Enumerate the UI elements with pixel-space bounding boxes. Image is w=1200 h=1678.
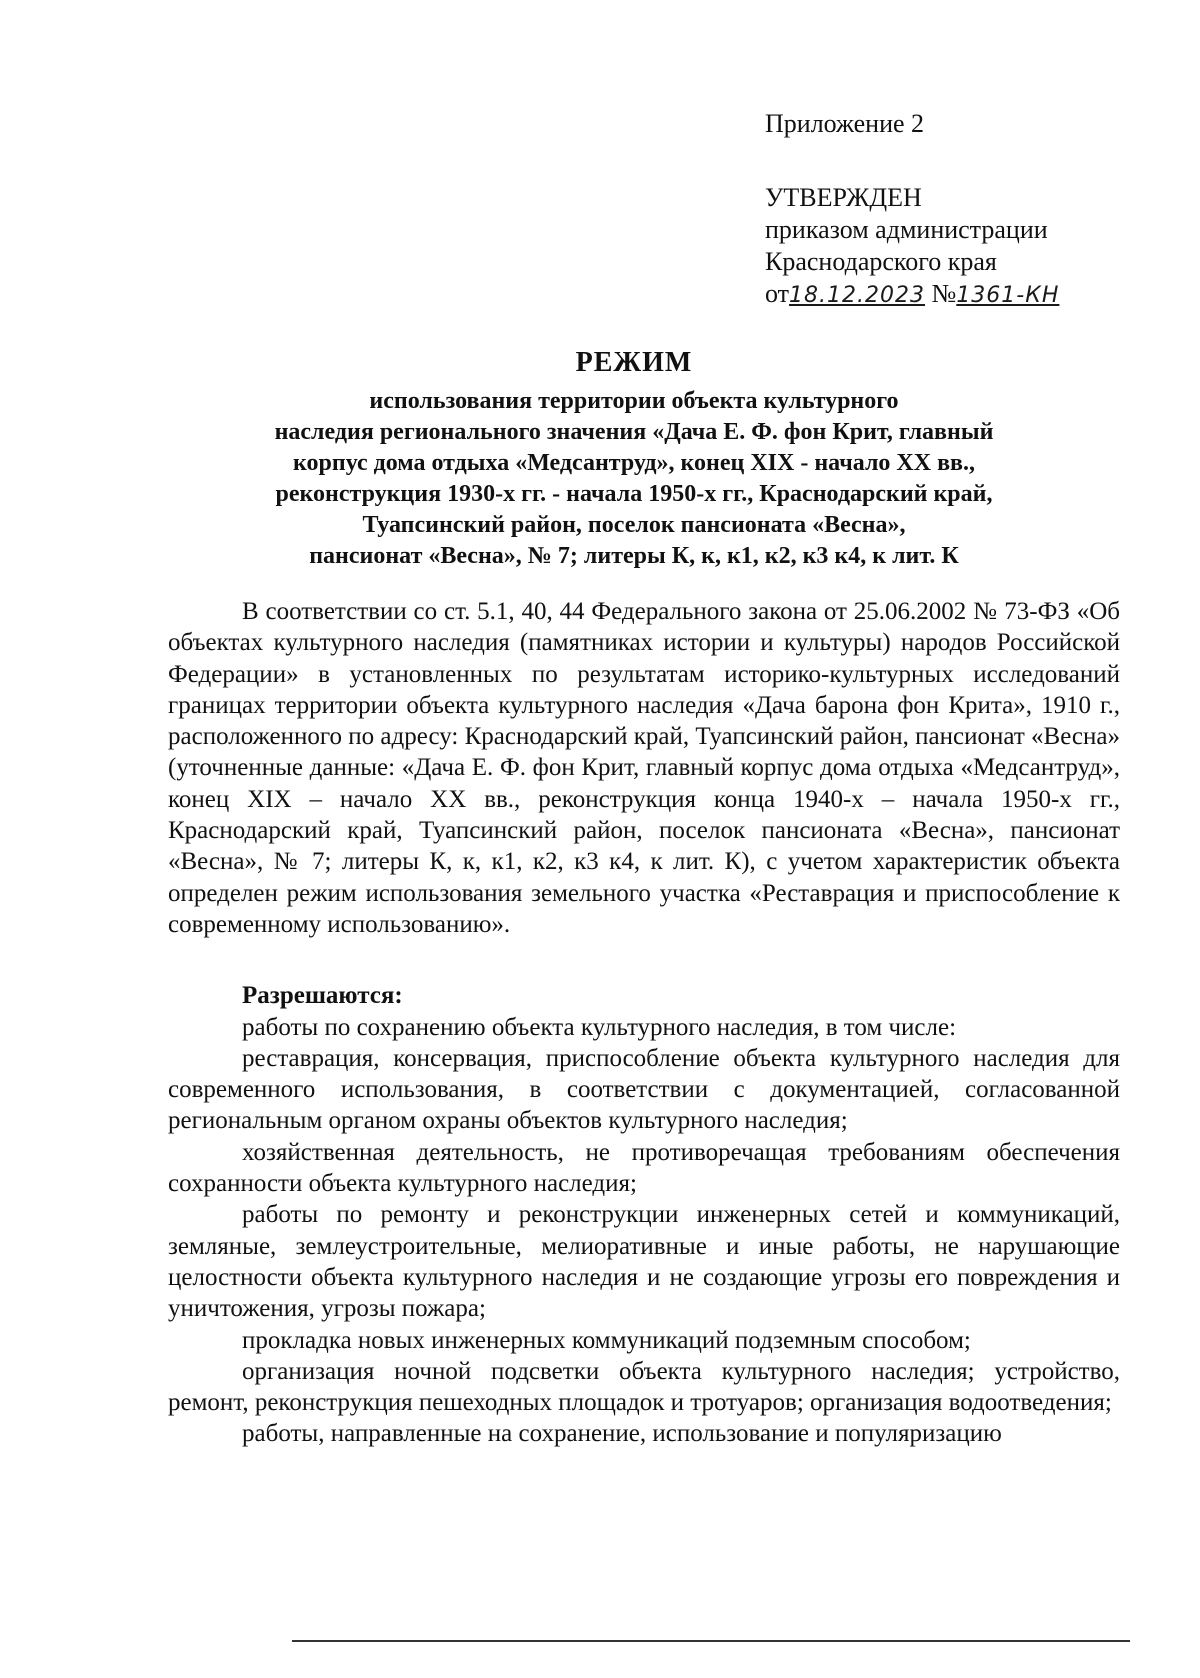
title-line-1: использования территории объекта культурного xyxy=(369,388,899,414)
allowed-item: организация ночной подсветки объекта культурного наследия; устройство, ремонт, реконструкция пешеходных площадок и тротуаров; организация водоотведения; xyxy=(168,1357,1120,1417)
title-line-6: пансионат «Весна», № 7; литеры К, к, к1, к2, к3 к4, к лит. К xyxy=(309,543,959,569)
approval-line-2: Краснодарского края xyxy=(765,247,997,276)
approval-block xyxy=(765,108,1125,312)
document-title: РЕЖИМ xyxy=(575,347,693,378)
title-line-4: реконструкция 1930-х гг. - начала 1950-х гг., Краснодарский край, xyxy=(275,481,993,507)
approved-label: УТВЕРЖДЕН xyxy=(765,183,922,212)
appendix-label: Приложение 2 xyxy=(765,109,925,138)
allowed-item: работы по сохранению объекта культурного наследия, в том числе: xyxy=(242,1013,957,1041)
document-title-block xyxy=(168,346,1100,572)
allowed-heading: Разрешаются: xyxy=(242,982,403,1010)
title-line-5: Туапсинский район, поселок пансионата «Весна», xyxy=(362,512,906,538)
title-line-2: наследия регионального значения «Дача Е. Ф. фон Крит, главный xyxy=(274,419,994,445)
approval-line-1: приказом администрации xyxy=(765,215,1048,244)
document-body xyxy=(168,596,1120,1450)
intro-paragraph: В соответствии со ст. 5.1, 40, 44 Федерального закона от 25.06.2002 № 73-ФЗ «Об объектах культурного наследия (памятниках истории и культуры) народов Российской Федерации» в установленных по результатам историко-культурных исследований границах территории объекта культурного наследия «Дача барона фон Крита», 1910 г., расположенного по адресу: Краснодарский край, Туапсинский район, пансионат «Весна» (уточненные данные: «Дача Е. Ф. фон Крит, главный корпус дома отдыха «Медсантруд», конец XIX – начало XX вв., реконструкция конца 1940-х – начала 1950-х гг., Краснодарский край, Туапсинский район, поселок пансионата «Весна», пансионат «Весна», № 7; литеры К, к, к1, к2, к3 к4, к лит. К), с учетом характеристик объекта определен режим использования земельного участка «Реставрация и приспособление к современному использованию». xyxy=(168,598,1120,938)
allowed-item: хозяйственная деятельность, не противоречащая требованиям обеспечения сохранности объекта культурного наследия; xyxy=(168,1138,1120,1198)
number-prefix: № xyxy=(931,279,957,308)
footer-divider xyxy=(292,1640,1130,1642)
handwritten-date: 18.12.2023 xyxy=(789,283,925,308)
title-line-3: корпус дома отдыха «Медсантруд», конец XIX - начало XX вв., xyxy=(293,450,975,476)
paragraph-gap xyxy=(168,940,1120,980)
handwritten-number: 1361-КН xyxy=(956,283,1060,308)
date-prefix: от xyxy=(765,279,790,308)
approval-date-line xyxy=(765,278,1125,312)
allowed-item: реставрация, консервация, приспособление объекта культурного наследия для современного использования, в соответствии с документацией, согласованной региональным органом охраны объектов культурного наследия; xyxy=(168,1044,1120,1135)
allowed-item: прокладка новых инженерных коммуникаций подземным способом; xyxy=(242,1326,971,1354)
allowed-item: работы по ремонту и реконструкции инженерных сетей и коммуникаций, земляные, землеустроительные, мелиоративные и иные работы, не нарушающие целостности объекта культурного наследия и не создающие угрозы его повреждения и уничтожения, угрозы пожара; xyxy=(168,1201,1120,1323)
allowed-item: работы, направленные на сохранение, использование и популяризацию xyxy=(242,1420,1002,1448)
